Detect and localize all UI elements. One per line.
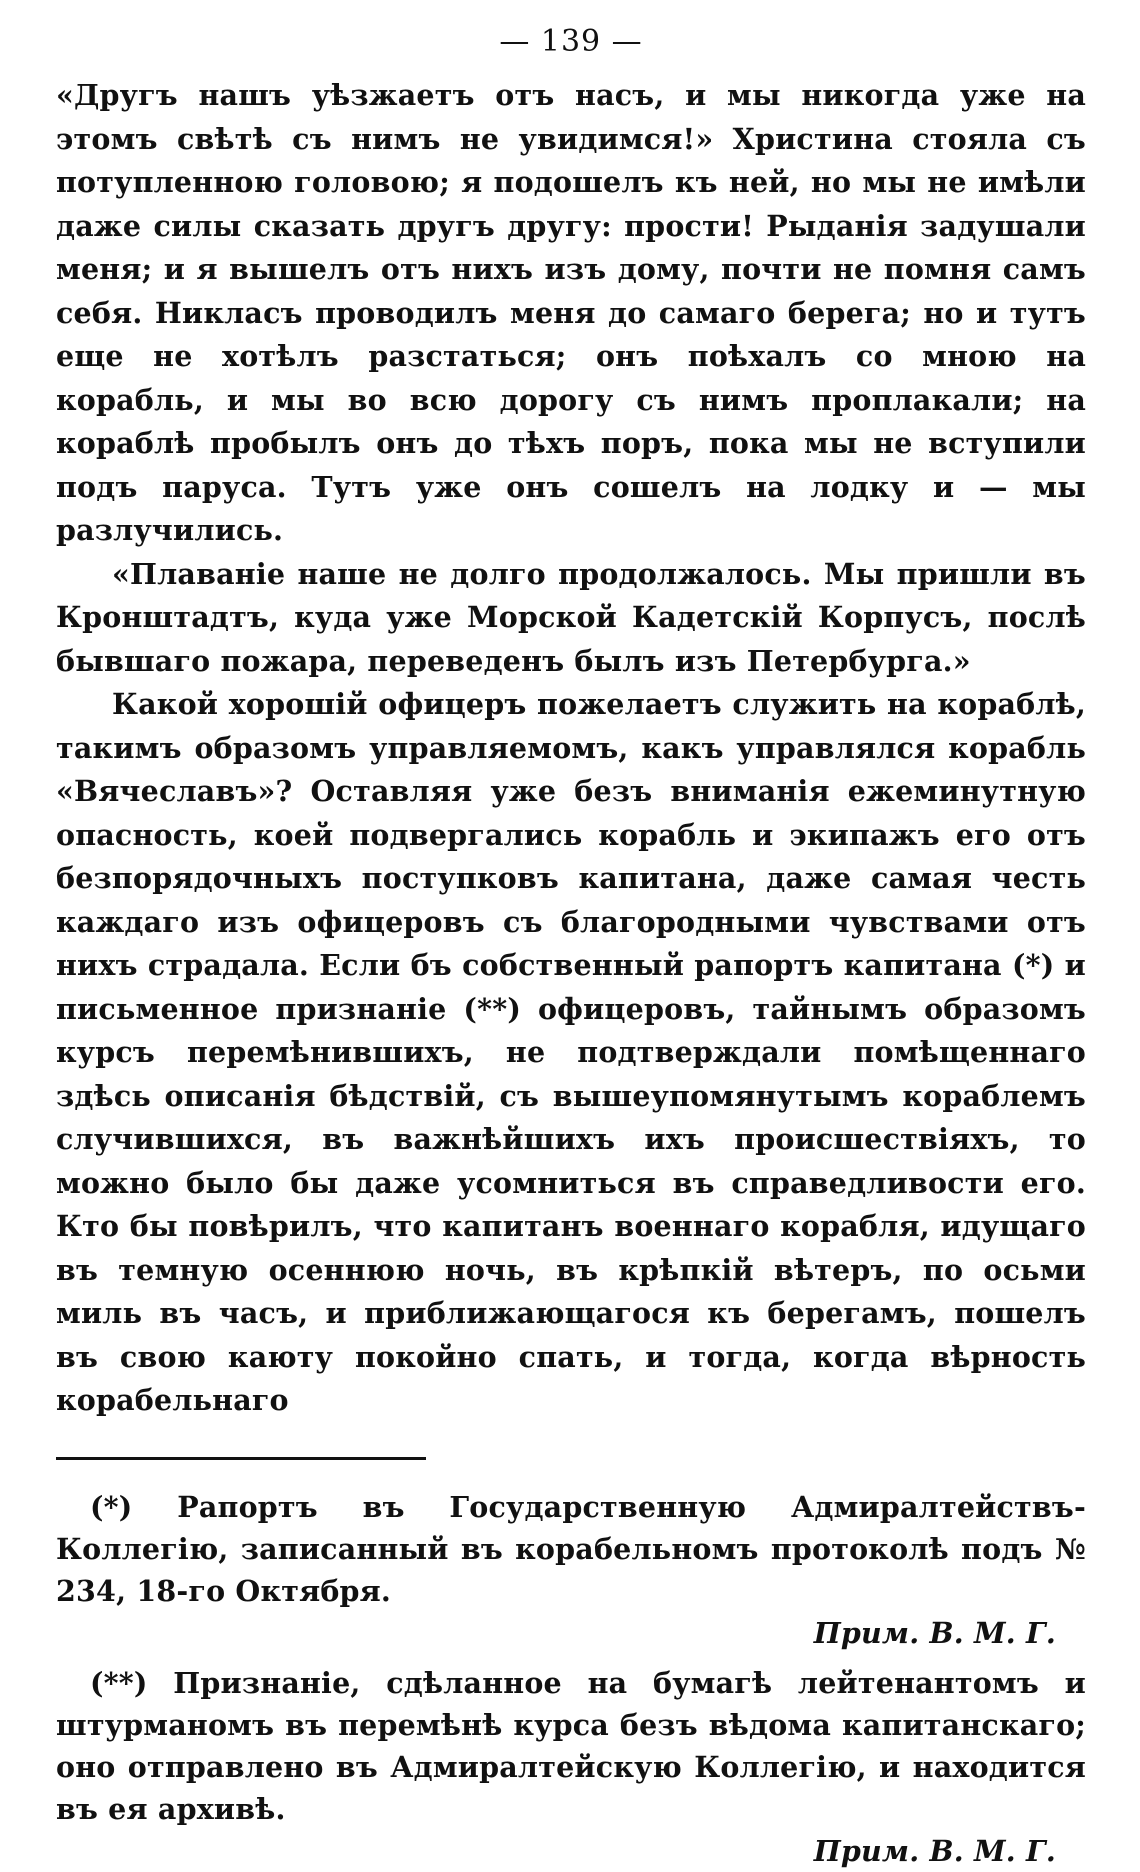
footnote-2 — [56, 1662, 1086, 1872]
paragraph-2: «Плаваніе наше не долго продолжалось. Мы пришли въ Кронштадтъ, куда уже Морской Кадетскій Корпусъ, послѣ бывшаго пожара, переведенъ былъ изъ Петербурга.» — [56, 556, 1086, 678]
page-number: — 139 — — [499, 24, 643, 59]
paragraph-1: «Другъ нашъ уѣзжаетъ отъ насъ, и мы никогда уже на этомъ свѣтѣ съ нимъ не увидимся!» Христина стояла съ потупленною головою; я подошелъ къ ней, но мы не имѣли даже силы сказать другъ другу: прости! Рыданія задушали меня; и я вышелъ отъ нихъ изъ дому, почти не помня самъ себя. Никласъ проводилъ меня до самаго берега; но и тутъ еще не хотѣлъ разстаться; онъ поѣхалъ со мною на корабль, и мы во всю дорогу съ нимъ проплакали; на кораблѣ пробылъ онъ до тѣхъ поръ, пока мы не вступили подъ паруса. Тутъ уже онъ сошелъ на лодку и — мы разлучились. — [56, 78, 1086, 547]
footnote-1-text: (*) Рапортъ въ Государственную Адмиралтействъ-Коллегію, записанный въ корабельномъ протоколѣ подъ № 234, 18-го Октября. — [56, 1489, 1086, 1608]
main-text — [56, 74, 1086, 1423]
footnote-divider — [56, 1457, 426, 1460]
footnote-1-signature-line — [56, 1612, 1086, 1654]
footnote-2-text: (**) Признаніе, сдѣланное на бумагѣ лейтенантомъ и штурманомъ въ перемѣнѣ курса безъ вѣдома капитанскаго; оно отправлено въ Адмиралтейскую Коллегію, и находится въ ея архивѣ. — [56, 1665, 1086, 1826]
footnote-1 — [56, 1486, 1086, 1654]
footnote-1-signature: Прим. В. М. Г. — [813, 1615, 1056, 1650]
book-page — [56, 22, 1086, 1868]
footnotes — [56, 1486, 1086, 1872]
footnote-2-signature: Прим. В. М. Г. — [813, 1833, 1056, 1868]
paragraph-3: Какой хорошій офицеръ пожелаетъ служить на кораблѣ, такимъ образомъ управляемомъ, какъ управлялся корабль «Вячеславъ»? Оставляя уже безъ вниманія ежеминутную опасность, коей подвергались корабль и экипажъ его отъ безпорядочныхъ поступковъ капитана, даже самая честь каждаго изъ офицеровъ съ благородными чувствами отъ нихъ страдала. Если бъ собственный рапортъ капитана (*) и письменное признаніе (**) офицеровъ, тайнымъ образомъ курсъ перемѣнившихъ, не подтверждали помѣщеннаго здѣсь описанія бѣдствій, съ вышеупомянутымъ кораблемъ случившихся, въ важнѣйшихъ ихъ происшествіяхъ, то можно было бы даже усомниться въ справедливости его. Кто бы повѣрилъ, что капитанъ военнаго корабля, идущаго въ темную осеннюю ночь, въ крѣпкій вѣтеръ, по осьми миль въ часъ, и приближающагося къ берегамъ, пошелъ въ свою каюту покойно спать, и тогда, когда вѣрность корабельнаго — [56, 687, 1086, 1417]
footnote-2-signature-line — [56, 1830, 1086, 1872]
